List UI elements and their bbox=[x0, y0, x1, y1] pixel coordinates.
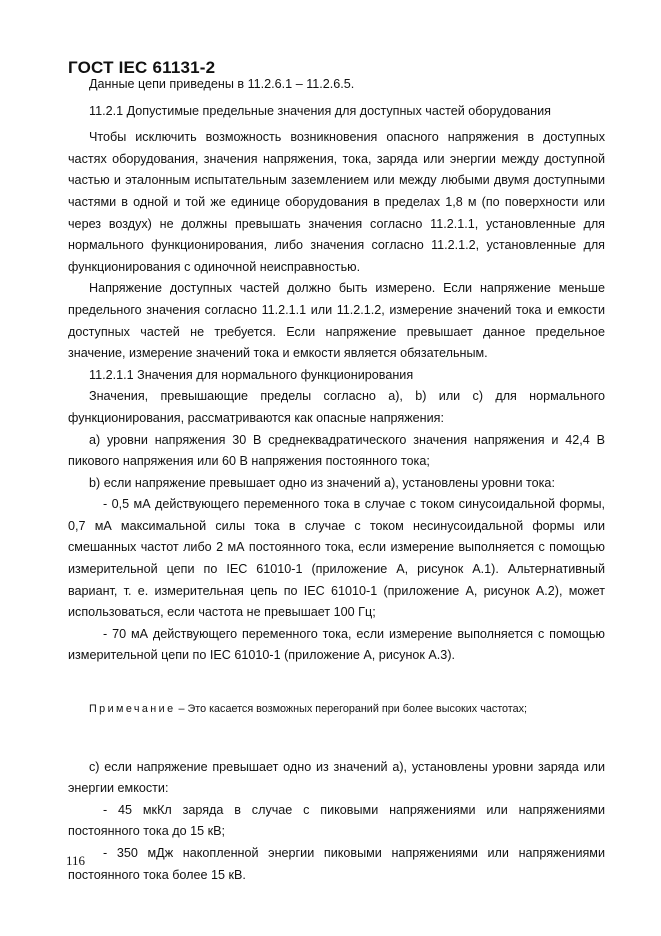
list-item-a: а) уровни напряжения 30 В среднеквадратического значения напряжения и 42,4 В пикового напряжения или 60 В напряжения постоянного тока; bbox=[68, 432, 605, 469]
document-body bbox=[68, 74, 605, 886]
paragraph-measurement: Напряжение доступных частей должно быть измерено. Если напряжение меньше предельного значения согласно 11.2.1.1 или 11.2.1.2, измерение значений тока и емкости доступных частей не требуется. Если напряжение превышает данное предельное значение, измерение значений тока и емкости является обязательным. bbox=[68, 281, 605, 361]
note-label: Примечание bbox=[89, 703, 176, 716]
list-subitem-current-levels: - 0,5 мА действующего переменного тока в случае с током синусоидальной формы, 0,7 мА максимальной силы тока в случае с током несинусоидальной формы или смешанных частот либо 2 мА постоянного тока, если измерение выполняется с помощью измерительной цепи по IEC 61010-1 (приложение А, рисунок А.1). Альтернативный вариант, т. е. измерительная цепь по IEC 61010-1 (приложение А, рисунок А.2), может использоваться, если частота не превышает 100 Гц; bbox=[68, 497, 605, 620]
list-item-b: b) если напряжение превышает одно из значений а), установлены уровни тока: bbox=[89, 475, 555, 490]
list-item-c: с) если напряжение превышает одно из значений а), установлены уровни заряда или энергии емкости: bbox=[68, 759, 605, 796]
list-subitem-charge: - 45 мкКл заряда в случае с пиковыми напряжениями или напряжениями постоянного тока до 15 кВ; bbox=[68, 802, 605, 839]
list-subitem-energy: - 350 мДж накопленной энергии пиковыми напряжениями или напряжениями постоянного тока более 15 кВ. bbox=[68, 846, 605, 882]
document-standard-title: ГОСТ IEC 61131-2 bbox=[68, 58, 216, 77]
section-heading-11-2-1: 11.2.1 Допустимые предельные значения для доступных частей оборудования bbox=[89, 103, 551, 118]
note-paragraph bbox=[68, 699, 605, 721]
intro-paragraph: Данные цепи приведены в 11.2.6.1 – 11.2.6.5. bbox=[89, 77, 355, 91]
page-number: 116 bbox=[66, 853, 86, 868]
paragraph-hazardous-values: Значения, превышающие пределы согласно а), b) или с) для нормального функционирования, рассматриваются как опасные напряжения: bbox=[68, 389, 605, 425]
list-subitem-70ma: - 70 мА действующего переменного тока, если измерение выполняется с помощью измерительной цепи по IEC 61010-1 (приложение А, рисунок А.3). bbox=[68, 626, 605, 663]
note-text: – Это касается возможных перегораний при более высоких частотах; bbox=[175, 703, 528, 716]
section-heading-11-2-1-1: 11.2.1.1 Значения для нормального функционирования bbox=[89, 367, 414, 382]
paragraph-hazard-limits: Чтобы исключить возможность возникновения опасного напряжения в доступных частях оборудования, значения напряжения, тока, заряда или энергии между доступной частью и эталонным испытательным заземлением или между любыми двумя доступными частями в одной и той же единице оборудования в пределах 1,8 м (по поверхности или через воздух) не должны превышать значения согласно 11.2.1.1, установленные для нормального функционирования, либо значения согласно 11.2.1.2, установленные для функционирования с одиночной неисправностью. bbox=[68, 130, 605, 274]
